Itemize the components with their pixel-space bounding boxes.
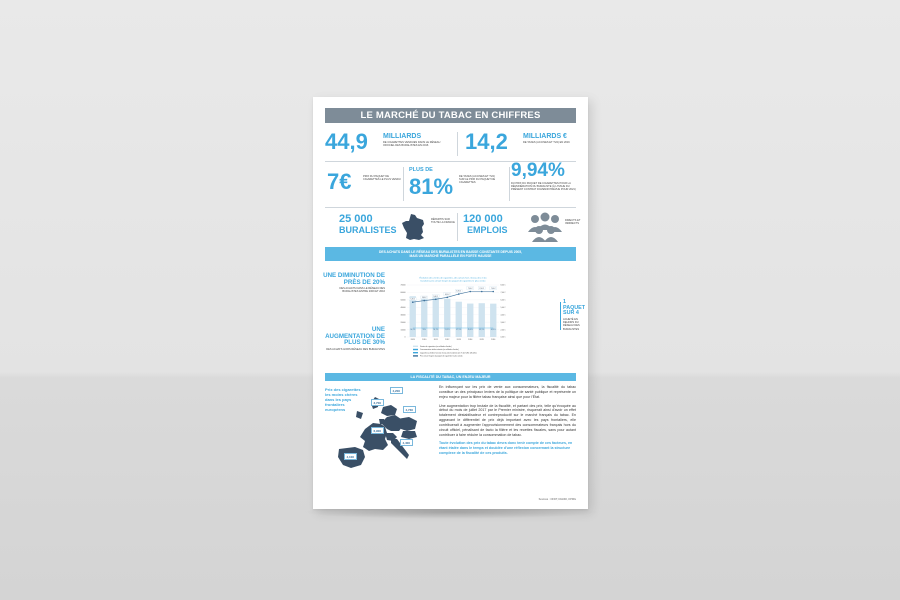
stat-tax-share-prefix: PLUS DE [409, 167, 433, 173]
stat-retailers-text: RÉPARTIS SUR TOUTE LA FRANCE [431, 218, 455, 225]
chart-point [435, 299, 437, 301]
map-label-5: 4,40€ [400, 439, 413, 446]
map-label-1: 4,20€ [390, 387, 403, 394]
stat-retailer-margin-text: DU PRIX DU PAQUET DE CIGARETTES POUR LA RÉMUNÉRATION DU BURALISTE (À L'ISSUE DU PRÉSENT CONTRAT D'AVENIR PRÉVUE POUR 2021) [511, 182, 576, 192]
paragraph-2: Une augmentation trop brutale de la fiscalité, et partant des prix, telle qu'évoquée au début du mois de juillet 2017 par le Premier ministre, risquerait ainsi d'avoir un effet totalement déstabilisateur et contreproductif sur le marché français du tabac. En aggravant le différentiel de prix déjà important avec les pays frontaliers, elle contribuerait à augmenter l'approvisionnement des consommateurs français hors du circuit officiel, pénalisant de facto la filière et les recettes fiscales, sans pour autant contribuer à faire réduire la consommation de tabac. [439, 403, 576, 437]
chart-point [423, 300, 425, 302]
legend-swatch [413, 349, 418, 350]
paragraph-3: Toute évolution des prix du tabac devra donc tenir compte de ces facteurs, en étant étalée dans le temps et doublée d'une réflexion concernant la structure complexe de la fiscalité de ces produits. [439, 441, 573, 456]
stat-jobs [461, 213, 579, 243]
point-data-label: 5,80 € [433, 295, 439, 298]
legend-swatch [413, 355, 418, 356]
y-right-tick-label: 3,00 € [500, 321, 506, 324]
x-tick-label: 2015 [479, 339, 484, 341]
y-left-tick-label: 40000 [400, 306, 406, 309]
france-map-icon [399, 212, 429, 242]
legend-entry: Ventes de cigarettes (en milliards d'unités) [420, 346, 452, 348]
stat-pack-price-value: 7€ [327, 169, 352, 194]
chart-bar [467, 304, 473, 337]
poster-title: LE MARCHÉ DU TABAC EN CHIFFRES [325, 108, 576, 123]
map-label-4: 6,90€ [371, 427, 384, 434]
stat-jobs-unit: EMPLOIS [467, 225, 508, 235]
left-stat-decrease [323, 273, 385, 293]
chart-bar [444, 299, 450, 337]
row-divider-2 [325, 207, 576, 208]
row1-divider [457, 132, 458, 156]
sales-chart-svg [393, 275, 513, 370]
left-stat-decrease-text: DES ACHATS DANS LE RÉSEAU DES BURALISTES ENTRE 2009 ET 2016 [339, 287, 385, 294]
legend-entry: Prix annuel moyen du paquet de cigarettes le plus vendu [420, 355, 463, 358]
right-stat-text: ACHETÉ EN DEHORS DU RÉSEAU DES BURALISTES [563, 318, 580, 331]
stat-retailers-unit: BURALISTES [339, 225, 397, 235]
point-data-label: 7,00 € [467, 288, 473, 290]
x-tick-label: 2013 [456, 339, 461, 341]
row3-divider [457, 213, 458, 241]
stat-jobs-value: 120 000 [463, 213, 503, 225]
legend-entry: Consommation totale estimée (en milliards d'unités) [420, 349, 459, 352]
stat-retailer-margin-value: 9,94% [511, 160, 565, 181]
y-right-tick-label: 5,00 € [500, 306, 506, 309]
bar-data-label: 51,5% [444, 329, 450, 331]
stat-tax-share [407, 167, 507, 203]
stat-jobs-text: DIRECTS ET INDIRECTS [565, 219, 581, 226]
y-left-tick-label: 60000 [400, 292, 406, 295]
bar-data-label: 54,9% [410, 329, 416, 331]
x-tick-label: 2016 [491, 339, 496, 341]
point-data-label: 6,10 € [444, 293, 450, 296]
y-right-tick-label: 8,00 € [500, 284, 506, 287]
stat-pack-price [325, 169, 403, 201]
x-tick-label: 2010 [422, 339, 427, 341]
stat-cigarettes-text: DE CIGARETTES VENDUES DANS LE RÉSEAU OFFICIEL DES BURALISTES EN 2016 [383, 141, 441, 148]
stat-tax-share-text: DE TAXES (ACCISES ET TVA) SUR LE PRIX DU PAQUET DE CIGARETTES [459, 175, 496, 185]
stat-cigarettes-value: 44,9 [325, 129, 368, 154]
y-right-tick-label: 7,00 € [500, 292, 506, 295]
chart-point [456, 290, 462, 295]
left-stat-increase [323, 327, 385, 351]
stat-taxes-unit: MILLIARDS € [523, 133, 567, 140]
map-label-3: 4,73€ [403, 406, 416, 413]
stat-tax-share-value: 81% [409, 174, 454, 199]
right-stat [563, 300, 587, 331]
bar-data-label: 55% [422, 329, 427, 331]
stat-taxes-value: 14,2 [465, 129, 508, 154]
stat-cigarettes-unit: MILLIARDS [383, 133, 422, 140]
y-left-tick-label: 10000 [400, 329, 406, 332]
people-group-icon [527, 210, 563, 242]
stat-cigarettes-sold [325, 131, 453, 157]
right-stat-divider [560, 302, 561, 330]
source-note: Sources : OFDT, DGDDI, KPMG [538, 498, 576, 501]
y-left-tick-label: 30000 [400, 314, 406, 317]
section-band-market-line2: MAIS UN MARCHÉ PARALLÈLE EN FORTE HAUSSE [409, 254, 492, 259]
text-column [439, 385, 576, 456]
map-label-6: 4,10€ [344, 453, 357, 460]
right-stat-headline: 1 PAQUET SUR 4 [563, 299, 586, 317]
infographic-poster [313, 97, 588, 509]
section-band-market [325, 247, 576, 261]
point-data-label: 7,00 € [479, 288, 485, 290]
stat-taxes-text: DE TAXES (ACCISES ET TVA) EN 2016 [523, 141, 570, 144]
y-left-tick-label: 20000 [400, 321, 406, 324]
y-left-tick-label: 70000 [400, 284, 406, 287]
chart-title-line2: buralistes prix annuel moyen du paquet de cigarettes le plus vendu [420, 280, 486, 283]
chart-point [469, 291, 471, 293]
chart-title-line1: Évolution des ventes de cigarettes, des achats hors réseau des et du [419, 277, 487, 280]
point-data-label: 5,60 € [421, 297, 427, 300]
section-band-market-line1: DES ACHATS DANS LE RÉSEAU DES BURALISTES EN BAISSE CONSTANTE DEPUIS 2005, [378, 250, 522, 254]
bar-data-label: 45,0% [467, 329, 473, 331]
chart-point [446, 297, 448, 299]
europe-map [335, 393, 435, 473]
y-right-tick-label: 6,00 € [500, 299, 506, 302]
y-right-tick-label: 4,00 € [500, 314, 506, 317]
legend-swatch [413, 352, 418, 353]
x-tick-label: 2012 [445, 339, 450, 341]
stat-retailers-value: 25 000 [339, 213, 373, 225]
section-band-tax: LA FISCALITÉ DU TABAC, UN ENJEU MAJEUR [325, 373, 576, 381]
sales-chart [393, 275, 513, 370]
point-data-label: 7,00 € [490, 288, 496, 290]
stat-retailers [325, 213, 453, 243]
point-data-label: 5,35 € [410, 298, 416, 301]
row2-divider-a [403, 167, 404, 201]
left-stat-increase-text: DES ACHATS HORS RÉSEAU DES BURALISTES [326, 347, 385, 351]
chart-bar [490, 304, 496, 337]
y-left-tick-label: 50000 [400, 299, 406, 302]
chart-point [492, 291, 494, 293]
map-label-2: 3,70€ [371, 399, 384, 406]
left-stat-increase-headline: UNE AUGMENTATION DE PLUS DE 30% [325, 326, 385, 346]
chart-bar [456, 302, 462, 337]
point-data-label: 6,70 € [456, 290, 462, 293]
map-caption: Prix des cigarettes les moins chères dans les pays frontaliers européens [325, 387, 361, 412]
legend-swatch [413, 346, 418, 347]
y-right-tick-label: 2,00 € [500, 329, 506, 332]
x-tick-label: 2014 [468, 339, 473, 341]
stat-retailer-margin [511, 161, 583, 205]
stat-taxes [465, 131, 580, 157]
bar-data-label: 54,1% [433, 329, 439, 331]
chart-point [410, 298, 416, 303]
left-stat-decrease-headline: UNE DIMINUTION DE PRÈS DE 20% [323, 272, 385, 286]
stat-pack-price-text: PRIX DU PAQUET DE CIGARETTES LE PLUS VENDU [363, 175, 401, 182]
chart-bar [479, 303, 485, 337]
row2-divider-b [509, 167, 510, 201]
bar-data-label: 47,5% [456, 329, 462, 331]
x-tick-label: 2009 [410, 339, 415, 341]
y-right-tick-label: 0,00 € [500, 336, 506, 339]
legend-entry: Cigarettes achetées hors du réseau des buralistes (en % de l'offre officielle) [420, 352, 477, 355]
paragraph-1: En influençant sur les prix de vente aux consommateurs, la fiscalité du tabac constitue un des principaux leviers de la politique de santé publique et représente un enjeu majeur pour la filière tabac française ainsi que pour l'État. [439, 385, 576, 399]
x-tick-label: 2011 [433, 339, 438, 341]
y-left-tick-label: 0 [404, 336, 406, 339]
bar-data-label: 45,5% [479, 329, 485, 331]
chart-point [481, 291, 483, 293]
bar-data-label: 44,9% [490, 329, 496, 331]
